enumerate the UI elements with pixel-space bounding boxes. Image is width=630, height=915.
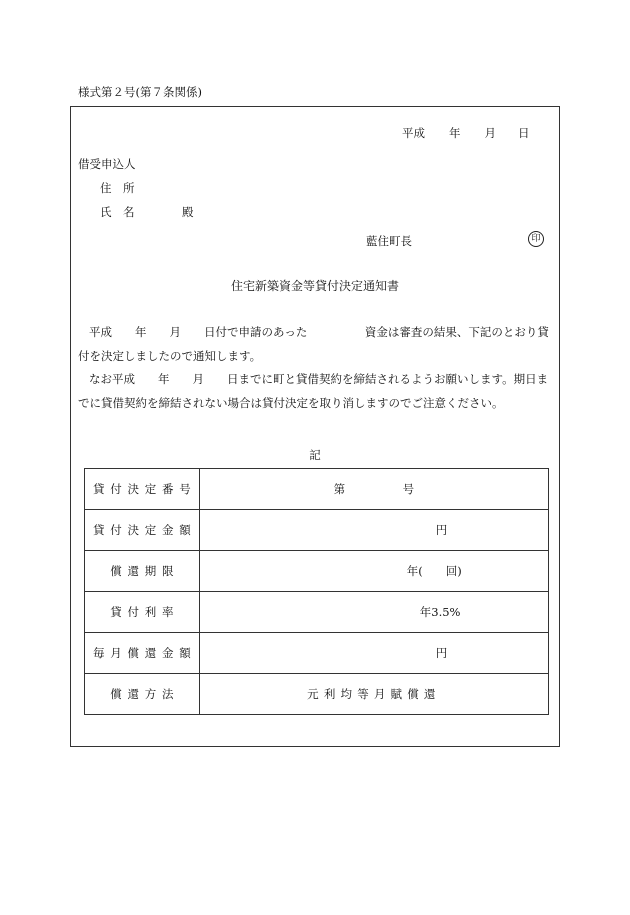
row-value: 年( 回) [406,564,462,578]
table-row [85,674,549,715]
form-number-label: 様式第２号(第７条関係) [78,85,202,99]
row-value: 年3.5% [419,605,461,619]
document-title: 住宅新築資金等貸付決定通知書 [230,279,399,293]
date-era: 平成 [402,126,425,140]
applicant-label: 借受申込人 [78,157,136,171]
date-day: 日 [518,126,530,140]
name-label: 氏 名 [100,205,135,219]
row-value: 元利均等月賦償還 [199,674,548,715]
paragraph-contract-text: なお平成 年 月 日までに町と貸借契約を締結されるようお願いします。期日までに貸借契約を締結されない場合は貸付決定を取り消しますのでご注意ください。 [78,372,549,410]
table-row [85,592,549,633]
row-value: 第 号 [199,469,548,510]
paragraph-decision-text: 平成 年 月 日付で申請のあった 資金は審査の結果、下記のとおり貸付を決定しましたので通知します。 [78,325,549,363]
row-label: 貸付利率 [85,592,200,633]
row-value-cell [199,592,548,633]
ki-label: 記 [309,448,321,462]
mayor-title: 藍住町長 [366,234,412,248]
honorific: 殿 [182,205,194,219]
row-label: 償還期限 [85,551,200,592]
paragraph-decision [78,321,556,368]
loan-details-table [84,468,549,715]
row-label: 償還方法 [85,674,200,715]
table-row [85,469,549,510]
address-label: 住 所 [100,181,135,195]
row-value: 円 [435,523,448,537]
seal-mark: 印 [528,231,544,247]
table-row [85,633,549,674]
row-value-cell [199,510,548,551]
row-value-cell [199,551,548,592]
row-label: 貸付決定番号 [85,469,200,510]
row-value-cell [199,633,548,674]
row-value: 円 [435,646,448,660]
date-year: 年 [449,126,461,140]
paragraph-contract [78,368,556,415]
table-row [85,551,549,592]
date-month: 月 [484,126,496,140]
row-label: 貸付決定金額 [85,510,200,551]
date-line [402,125,530,141]
row-label: 毎月償還金額 [85,633,200,674]
table-row [85,510,549,551]
